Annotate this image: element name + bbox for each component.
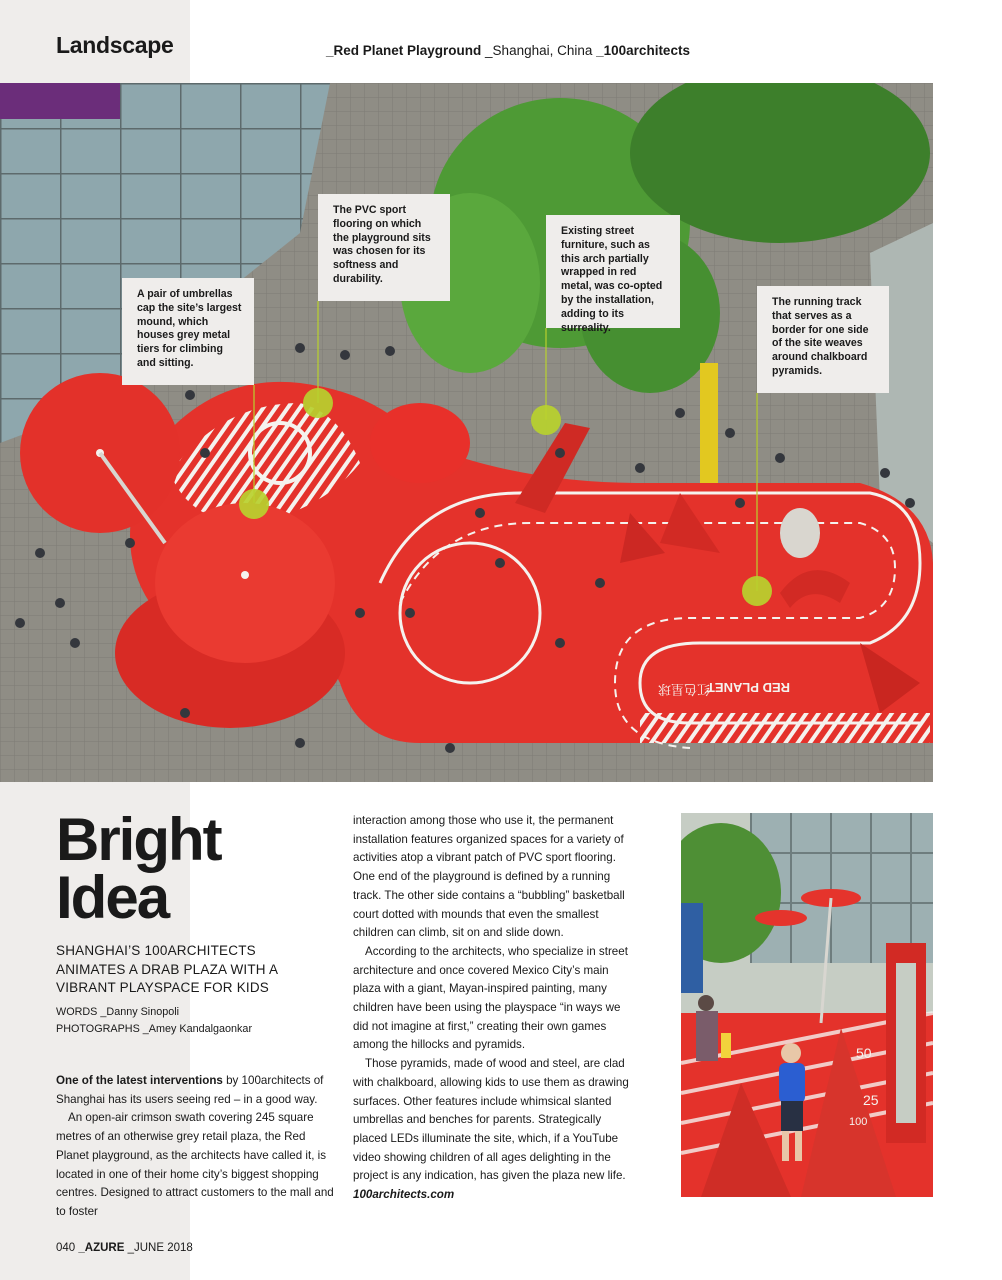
callout-dot-2 bbox=[303, 388, 333, 418]
paragraph-intro: One of the latest interventions by 100architects of Shanghai has its users seeing red – in a good way. bbox=[56, 1074, 324, 1106]
dek: SHANGHAI’S 100ARCHITECTS ANIMATES A DRAB PLAZA WITH A VIBRANT PLAYSPACE FOR KIDS bbox=[56, 943, 278, 995]
headline-line-2: Idea bbox=[56, 864, 169, 931]
paragraph-3: According to the architects, who specialize in street architecture and once covered Mexico City’s main plaza with a giant, Mayan-inspired painting, many children have been using the playspace “in ways we did not imagine at first,” creating their own games among the hillocks and pyramids. bbox=[353, 944, 628, 1052]
page-number: 040 bbox=[56, 1242, 79, 1254]
website-link[interactable]: 100architects.com bbox=[353, 1188, 455, 1202]
headline-line-1: Bright bbox=[56, 806, 221, 873]
callout-dot-3 bbox=[531, 405, 561, 435]
running-head bbox=[326, 43, 690, 58]
street-sculpture bbox=[780, 508, 820, 558]
credit-photographs bbox=[56, 1021, 252, 1037]
body-column-1 bbox=[56, 1072, 338, 1222]
magazine-name: _AZURE bbox=[78, 1242, 125, 1254]
callout-dot-4 bbox=[742, 576, 772, 606]
credit-words-label: WORDS bbox=[56, 1006, 98, 1018]
project-name: _Red Planet Playground bbox=[326, 43, 482, 58]
sign-number-50: 50 bbox=[856, 1045, 872, 1061]
side-photo bbox=[681, 813, 933, 1197]
sign-number-25: 25 bbox=[863, 1092, 879, 1108]
callout-umbrellas: A pair of umbrellas cap the site’s largest mound, which houses grey metal tiers for climbing and sitting. bbox=[122, 278, 254, 385]
page-folio bbox=[56, 1242, 193, 1254]
hero-photo bbox=[0, 83, 933, 782]
callout-running-track: The running track that serves as a border for one side of the site weaves around chalkboard pyramids. bbox=[757, 286, 889, 393]
lead-in: One of the latest interventions bbox=[56, 1074, 223, 1087]
issue-date: _JUNE 2018 bbox=[124, 1242, 193, 1254]
floor-brand-text: RED PLANET bbox=[706, 680, 790, 695]
mall-banner bbox=[0, 83, 120, 119]
sign-number-100: 100 bbox=[849, 1116, 868, 1128]
floor-chinese-text: 红色星球 bbox=[657, 681, 710, 696]
callout-dot-1 bbox=[239, 489, 269, 519]
credit-photos-label: PHOTOGRAPHS bbox=[56, 1023, 140, 1035]
headline bbox=[56, 806, 221, 931]
mound bbox=[370, 403, 470, 483]
project-location: _Shanghai, China bbox=[481, 43, 597, 58]
callout-street-furniture: Existing street furniture, such as this arch partially wrapped in red metal, was co-opted by the installation, adding to its surreality. bbox=[546, 215, 680, 328]
credit-words bbox=[56, 1004, 179, 1020]
child-head bbox=[781, 1043, 801, 1063]
umbrella-center bbox=[155, 503, 335, 663]
paragraph-2-continued: interaction among those who use it, the permanent installation features organized spaces for a variety of activities atop a vibrant patch of PVC sport flooring. One end of the playground is defined by a running track. The other side contains a “bubbling” basketball court dotted with mounds that even the smallest children can climb, sit on and slide down. bbox=[353, 814, 625, 940]
credit-photos-value: _Amey Kandalgaonkar bbox=[139, 1023, 253, 1035]
callout-pvc-flooring: The PVC sport flooring on which the playground sits was chosen for its softness and durability. bbox=[318, 194, 450, 301]
side-photo-illustration bbox=[681, 813, 933, 1197]
section-label: Landscape bbox=[56, 32, 174, 58]
child-shirt bbox=[779, 1063, 805, 1103]
paragraph-2: An open-air crimson swath covering 245 square metres of an otherwise grey retail plaza, the Red Planet playground, as the architects have called it, is located in one of their home city’s biggest shopping centres. Designed to attract customers to the mall and to foster bbox=[56, 1111, 334, 1218]
paragraph-4: Those pyramids, made of wood and steel, are clad with chalkboard, allowing kids to use them as drawing surfaces. Other features include whimsical slanted umbrellas and benches for parents. Strategically placed LEDs illuminate the site, which, if a YouTube video showing children of all ages delighting in the project is any indication, has given the plaza new life. bbox=[353, 1057, 629, 1183]
hero-illustration bbox=[0, 83, 933, 782]
firm-name: _100architects bbox=[596, 43, 690, 58]
credit-words-value: _Danny Sinopoli bbox=[97, 1006, 180, 1018]
body-column-2 bbox=[353, 812, 638, 1205]
